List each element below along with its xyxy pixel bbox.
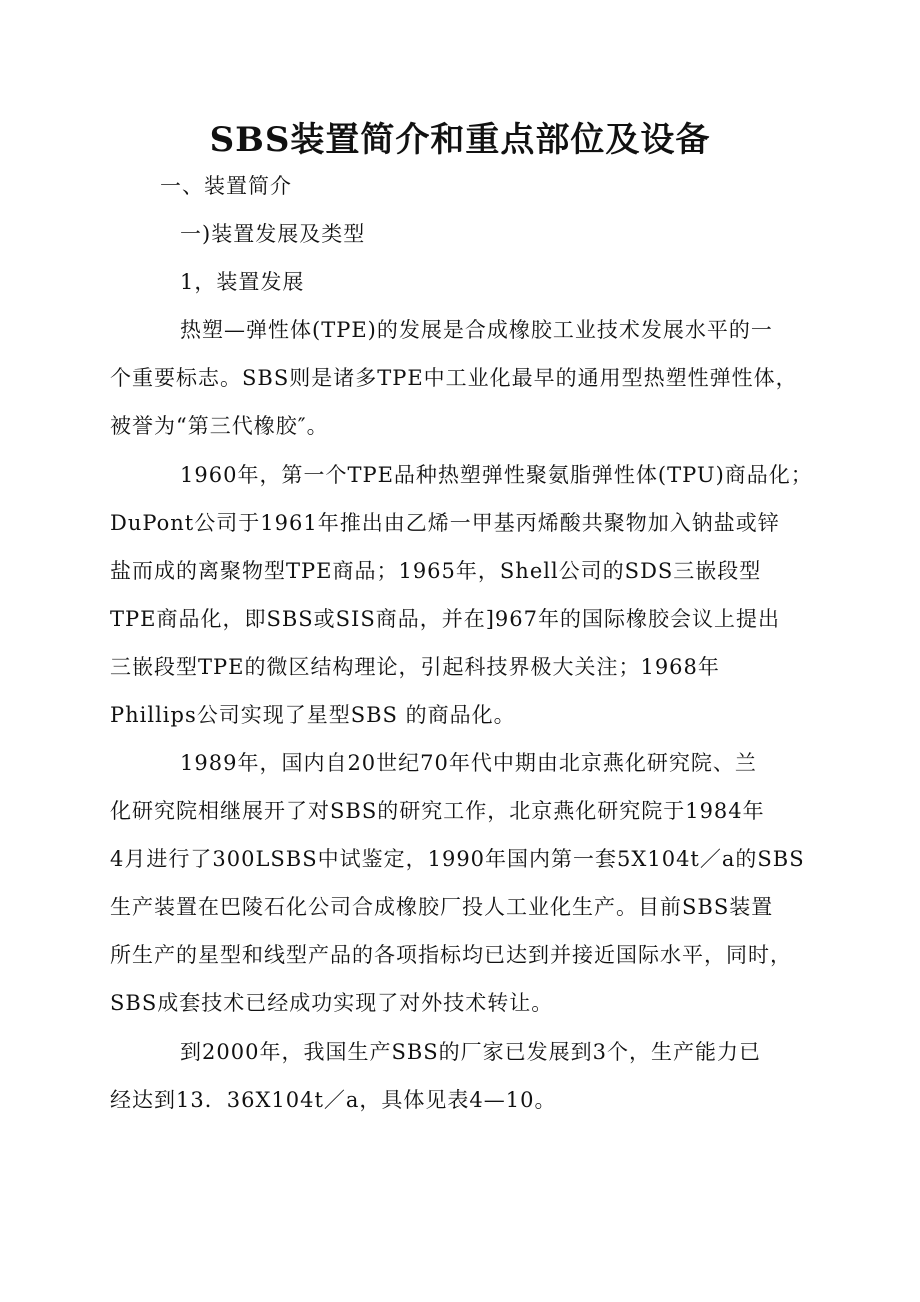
paragraph-2-line-3: 盐而成的离聚物型TPE商品；1965年，Shell公司的SDS三嵌段型 [110,559,762,583]
paragraph-2-line-6: Phillips公司实现了星型SBS 的商品化。 [110,703,516,727]
paragraph-4-line-1: 到2000年，我国生产SBS的厂家已发展到3个，生产能力已 [180,1040,762,1064]
paragraph-1-line-1: 热塑—弹性体(TPE)的发展是合成橡胶工业技术发展水平的一 [180,318,773,342]
item-heading: 1，装置发展 [180,270,305,294]
subsection-heading: 一)装置发展及类型 [180,222,366,246]
document-title: SBS装置简介和重点部位及设备 [209,120,711,160]
paragraph-3-line-1: 1989年，国内自20世纪70年代中期由北京燕化研究院、兰 [180,751,757,775]
paragraph-3-line-2: 化研究院相继展开了对SBS的研究工作，北京燕化研究院于1984年 [110,799,765,823]
section-heading: 一、装置简介 [160,174,292,198]
paragraph-3-line-3: 4月进行了300LSBS中试鉴定，1990年国内第一套5X104t／a的SBS [110,847,805,871]
paragraph-1-line-3: 被誉为“第三代橡胶″。 [110,414,329,438]
paragraph-2-line-4: TPE商品化，即SBS或SIS商品，并在]967年的国际橡胶会议上提出 [110,607,781,631]
paragraph-4-line-2: 经达到13．36X104t／a，具体见表4—10。 [110,1088,557,1112]
paragraph-2-line-5: 三嵌段型TPE的微区结构理论，引起科技界极大关注；1968年 [110,655,720,679]
paragraph-3-line-6: SBS成套技术已经成功实现了对外技术转让。 [110,991,554,1015]
paragraph-1-line-2: 个重要标志。SBS则是诸多TPE中工业化最早的通用型热塑性弹性体， [110,366,798,390]
paragraph-3-line-4: 生产装置在巴陵石化公司合成橡胶厂投人工业化生产。目前SBS装置 [110,895,774,919]
paragraph-2-line-2: DuPont公司于1961年推出由乙烯一甲基丙烯酸共聚物加入钠盐或锌 [110,511,780,535]
paragraph-3-line-5: 所生产的星型和线型产品的各项指标均已达到并接近国际水平，同时， [110,943,792,967]
paragraph-2-line-1: 1960年，第一个TPE品种热塑弹性聚氨脂弹性体(TPU)商品化； [180,463,813,487]
